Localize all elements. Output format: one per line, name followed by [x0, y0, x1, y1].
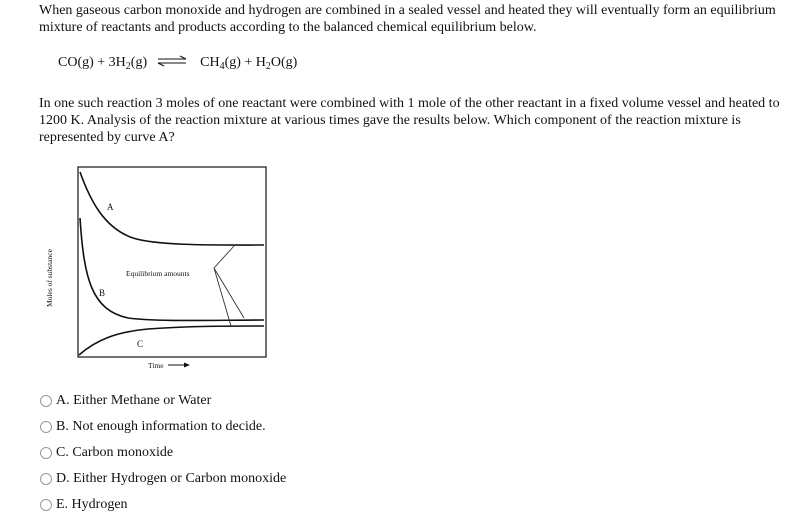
option-b[interactable]	[40, 414, 286, 440]
answer-options	[40, 388, 286, 518]
equilibrium-arrow-icon	[157, 55, 187, 67]
y-axis-label: Moles of substance	[45, 249, 54, 307]
eq-right-part1: CH	[200, 55, 220, 70]
curve-c	[79, 326, 264, 355]
eq-left-sub: 2	[125, 61, 131, 72]
chemical-equation	[58, 54, 297, 72]
question-body: In one such reaction 3 moles of one reactant were combined with 1 mole of the other reactant in a fixed volume vessel and heated to 1200 K. Analysis of the reaction mixture at various times gave the results below. Which component of the reaction mixture is represented by curve A?	[39, 96, 780, 145]
option-c[interactable]	[40, 440, 286, 466]
eq-left-state: (g)	[130, 55, 148, 70]
option-e[interactable]	[40, 492, 286, 518]
equilibrium-label: Equilibrium amounts	[126, 269, 190, 278]
option-b-label: B. Not enough information to decide.	[56, 419, 266, 434]
radio-option-a[interactable]	[40, 395, 52, 407]
radio-option-d[interactable]	[40, 473, 52, 485]
eq-right-sub1: 4	[219, 61, 225, 72]
annotation-line-1	[214, 246, 234, 268]
annotation-line-2	[214, 268, 231, 326]
curve-c-label: C	[137, 339, 144, 349]
eq-right-part2: (g) + H	[224, 55, 266, 70]
eq-right-sub2: 2	[265, 61, 271, 72]
curve-a-label: A	[107, 202, 114, 212]
curve-b-label: B	[99, 288, 106, 298]
x-axis-label: Time	[148, 361, 164, 370]
option-a[interactable]	[40, 388, 286, 414]
option-c-label: C. Carbon monoxide	[56, 445, 174, 460]
annotation-line-3	[214, 268, 244, 318]
question-intro: When gaseous carbon monoxide and hydrogen are combined in a sealed vessel and heated they will eventually form an equilibrium mixture of reactants and products according to the balanced chemical equilibrium below.	[39, 3, 776, 35]
radio-option-b[interactable]	[40, 421, 52, 433]
reaction-graph	[38, 160, 278, 375]
radio-option-c[interactable]	[40, 447, 52, 459]
time-arrow-icon	[168, 363, 190, 368]
option-d-label: D. Either Hydrogen or Carbon monoxide	[56, 471, 287, 486]
eq-left-part: CO(g) + 3H	[58, 55, 126, 70]
option-d[interactable]	[40, 466, 286, 492]
eq-right-part3: O(g)	[270, 55, 298, 70]
option-a-label: A. Either Methane or Water	[56, 393, 212, 408]
graph-frame	[78, 167, 266, 357]
option-e-label: E. Hydrogen	[56, 497, 128, 512]
radio-option-e[interactable]	[40, 499, 52, 511]
